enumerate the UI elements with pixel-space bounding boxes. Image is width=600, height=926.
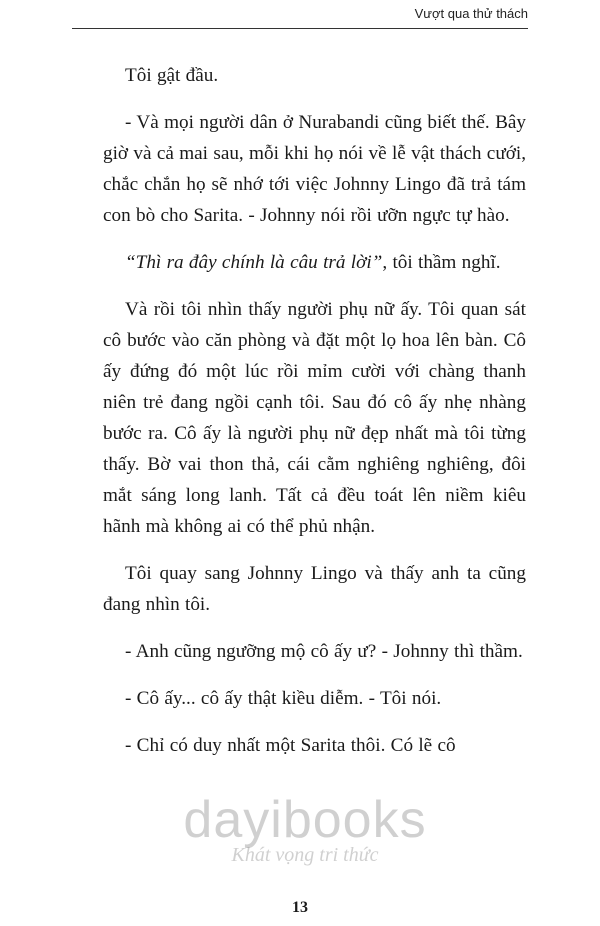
watermark: [160, 792, 450, 866]
paragraph-8: - Chỉ có duy nhất một Sarita thôi. Có lẽ cô: [125, 735, 456, 756]
body-text: [103, 60, 526, 777]
header-rule: [72, 28, 528, 29]
page-number: 13: [292, 899, 308, 916]
paragraph-3: [103, 247, 526, 278]
paragraph-2: - Và mọi người dân ở Nurabandi cũng biết thế. Bây giờ và cả mai sau, mỗi khi họ nói về lễ vật thách cưới, chắc chắn họ sẽ nhớ tới việc Johnny Lingo đã trả tám con bò cho Sarita. - Johnny nói rồi ưỡn ngực tự hào.: [103, 112, 526, 226]
paragraph-6: - Anh cũng ngưỡng mộ cô ấy ư? - Johnny thì thầm.: [125, 641, 523, 662]
paragraph-7: - Cô ấy... cô ấy thật kiều diễm. - Tôi nói.: [125, 688, 442, 709]
watermark-slogan: Khát vọng tri thức: [231, 844, 379, 866]
paragraph-4: Và rồi tôi nhìn thấy người phụ nữ ấy. Tôi quan sát cô bước vào căn phòng và đặt một lọ hoa lên bàn. Cô ấy đứng đó một lúc rồi mỉm cười với chàng thanh niên trẻ đang ngồi cạnh tôi. Sau đó cô ấy nhẹ nhàng bước ra. Cô ấy là người phụ nữ đẹp nhất mà tôi từng thấy. Bờ vai thon thả, cái cằm nghiêng nghiêng, đôi mắt sáng long lanh. Tất cả đều toát lên niềm kiêu hãnh mà không ai có thể phủ nhận.: [103, 299, 526, 537]
paragraph-1: Tôi gật đầu.: [125, 65, 219, 86]
watermark-brand: dayibooks: [183, 791, 427, 849]
running-header: Vượt qua thử thách: [414, 6, 528, 21]
paragraph-5: Tôi quay sang Johnny Lingo và thấy anh ta cũng đang nhìn tôi.: [103, 563, 526, 615]
quoted-thought: “Thì ra đây chính là câu trả lời”: [125, 252, 383, 273]
paragraph-3-text: , tôi thầm nghĩ.: [382, 252, 501, 273]
